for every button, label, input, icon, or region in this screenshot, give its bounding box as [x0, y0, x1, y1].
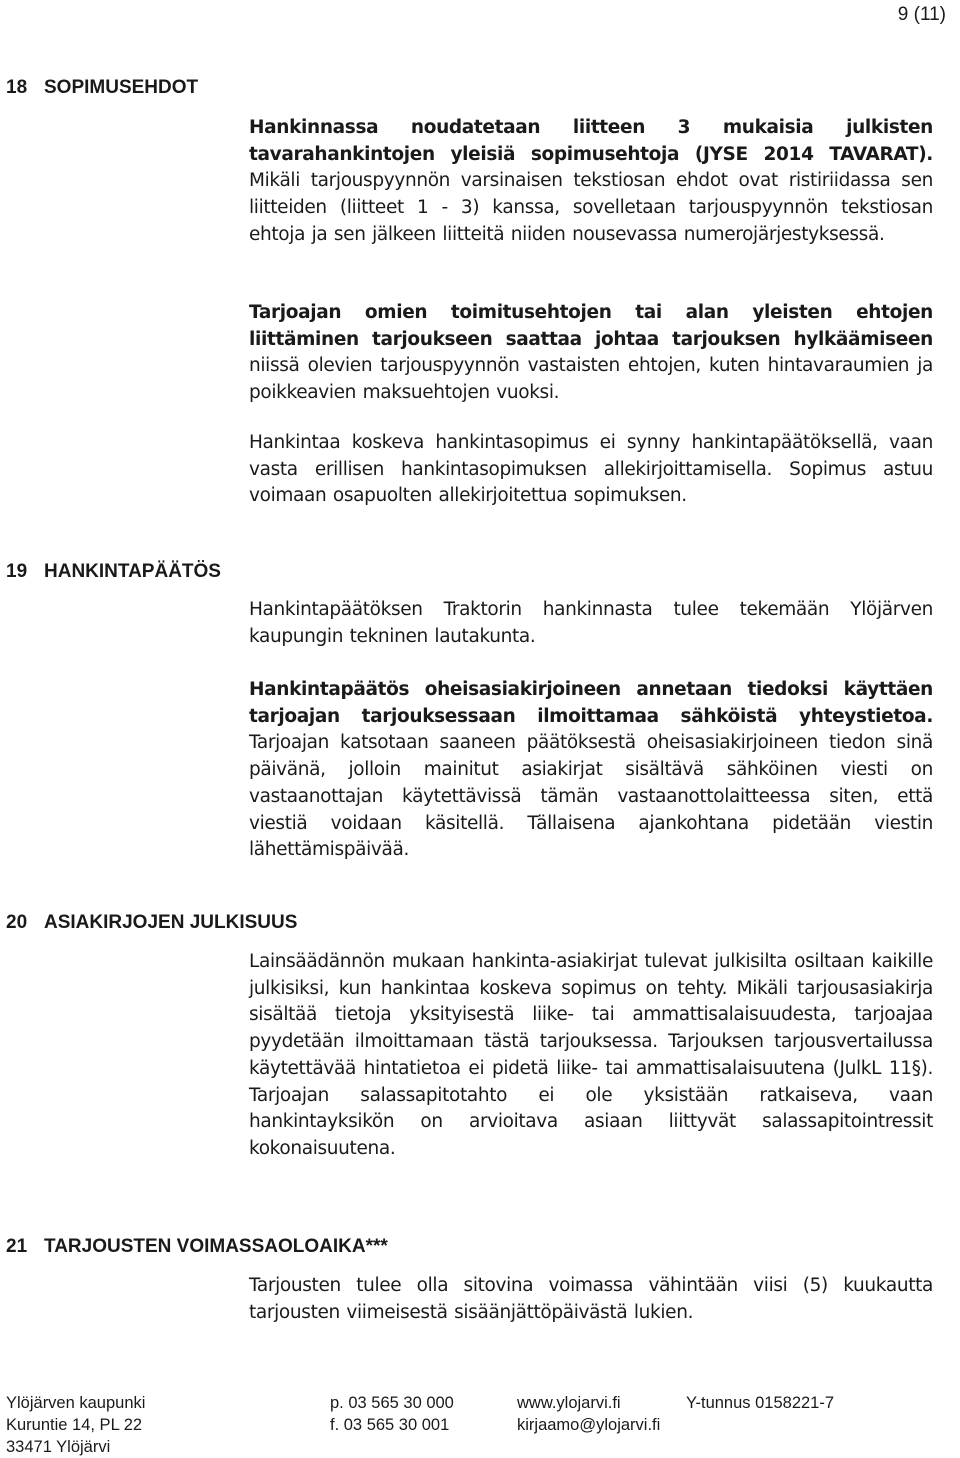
paragraph: [249, 597, 933, 650]
section-heading-21: [6, 1236, 388, 1258]
body-text: Tarjousten tulee olla sitovina voimassa vähintään viisi (5) kuukautta tarjousten viimeisestä sisäänjättöpäivästä lukien.: [249, 1275, 933, 1323]
footer-link[interactable]: www.ylojarvi.fi: [517, 1394, 621, 1412]
section-number: 19: [6, 561, 28, 582]
section-title: TARJOUSTEN VOIMASSAOLOAIKA***: [44, 1236, 388, 1257]
section-heading-19: [6, 561, 221, 583]
body-text: niissä olevien tarjouspyynnön vastaisten ehtojen, kuten hintavaraumien ja poikkeavien maksuehtojen vuoksi.: [249, 355, 933, 404]
section-title: ASIAKIRJOJEN JULKISUUS: [44, 912, 298, 933]
footer-business-id: [686, 1392, 834, 1414]
section-heading-18: [6, 77, 198, 99]
section-heading-20: [6, 912, 297, 934]
body-text: Mikäli tarjouspyynnön varsinaisen tekstiosan ehdot ovat ristiriidassa sen liitteiden (liitteet 1 - 3) kanssa, sovelletaan tarjouspyynnön tekstiosan ehtoja ja sen jälkeen liitteitä niiden nousevassa numerojärjestyksessä.: [249, 170, 933, 245]
footer-line: Y-tunnus 0158221-7: [686, 1394, 835, 1412]
section-title: SOPIMUSEHDOT: [44, 77, 199, 98]
body-text: Hankintapäätöksen Traktorin hankinnasta tulee tekemään Ylöjärven kaupungin tekninen lautakunta.: [249, 599, 933, 647]
footer-line: Kuruntie 14, PL 22: [6, 1416, 143, 1434]
paragraph: [249, 677, 933, 864]
page-number: 9 (11): [897, 4, 946, 25]
body-text: Tarjoajan katsotaan saaneen päätöksestä oheisasiakirjoineen tiedon sinä päivänä, jolloin mainitut asiakirjat sisältävä sähköinen viesti on vastaanottajan käytettävissä tämän vastaanottolaitteessa siten, että viestiä voidaan käsitellä. Tällaisena ajankohtana pidetään viestin lähettämispäivää.: [249, 732, 933, 861]
bold-text: Tarjoajan omien toimitusehtojen tai alan yleisten ehtojen liittäminen tarjoukseen saattaa johtaa tarjouksen hylkäämiseen: [249, 302, 933, 350]
section-number: 18: [6, 77, 28, 98]
footer-line: Ylöjärven kaupunki: [6, 1394, 146, 1412]
footer-phone: [330, 1392, 454, 1436]
paragraph: [249, 300, 933, 407]
body-text: Lainsäädännön mukaan hankinta-asiakirjat tulevat julkisilta osiltaan kaikille julkisiksi, kun hankintaa koskeva sopimus on tehty. Mikäli tarjousasiakirja sisältää tietoja yksityisestä liike- tai ammattisalaisuudesta, tarjoajaa pyydetään ilmoittamaan tästä tarjouksessa. Tarjouksen tarjousvertailussa käytettävää hintatietoa ei pidetä liike- tai ammattisalaisuutena (JulkL 11§). Tarjoajan salassapitotahto ei ole yksistään ratkaiseva, vaan hankintayksikön on arvioitava asiaan liittyvät salassapitointressit kokonaisuutena.: [249, 951, 933, 1159]
footer-line: p. 03 565 30 000: [330, 1394, 454, 1412]
footer-address: [6, 1392, 145, 1458]
footer-web: [517, 1392, 660, 1436]
footer-line: f. 03 565 30 001: [330, 1416, 450, 1434]
paragraph: [249, 430, 933, 510]
section-number: 21: [6, 1236, 28, 1257]
section-number: 20: [6, 912, 28, 933]
paragraph: [249, 1273, 933, 1326]
bold-text: Hankinnassa noudatetaan liitteen 3 mukaisia julkisten tavarahankintojen yleisiä sopimusehtoja (JYSE 2014 TAVARAT).: [249, 117, 933, 165]
paragraph: [249, 115, 933, 249]
body-text: Hankintaa koskeva hankintasopimus ei synny hankintapäätöksellä, vaan vasta erillisen hankintasopimuksen allekirjoittamisella. Sopimus astuu voimaan osapuolten allekirjoitettua sopimuksen.: [249, 432, 933, 507]
section-title: HANKINTAPÄÄTÖS: [44, 561, 221, 582]
paragraph: [249, 949, 933, 1163]
footer-link[interactable]: kirjaamo@ylojarvi.fi: [517, 1416, 661, 1434]
bold-text: Hankintapäätös oheisasiakirjoineen annetaan tiedoksi käyttäen tarjoajan tarjouksessaan ilmoittamaa sähköistä yhteystietoa.: [249, 679, 933, 727]
footer-line: 33471 Ylöjärvi: [6, 1438, 111, 1456]
